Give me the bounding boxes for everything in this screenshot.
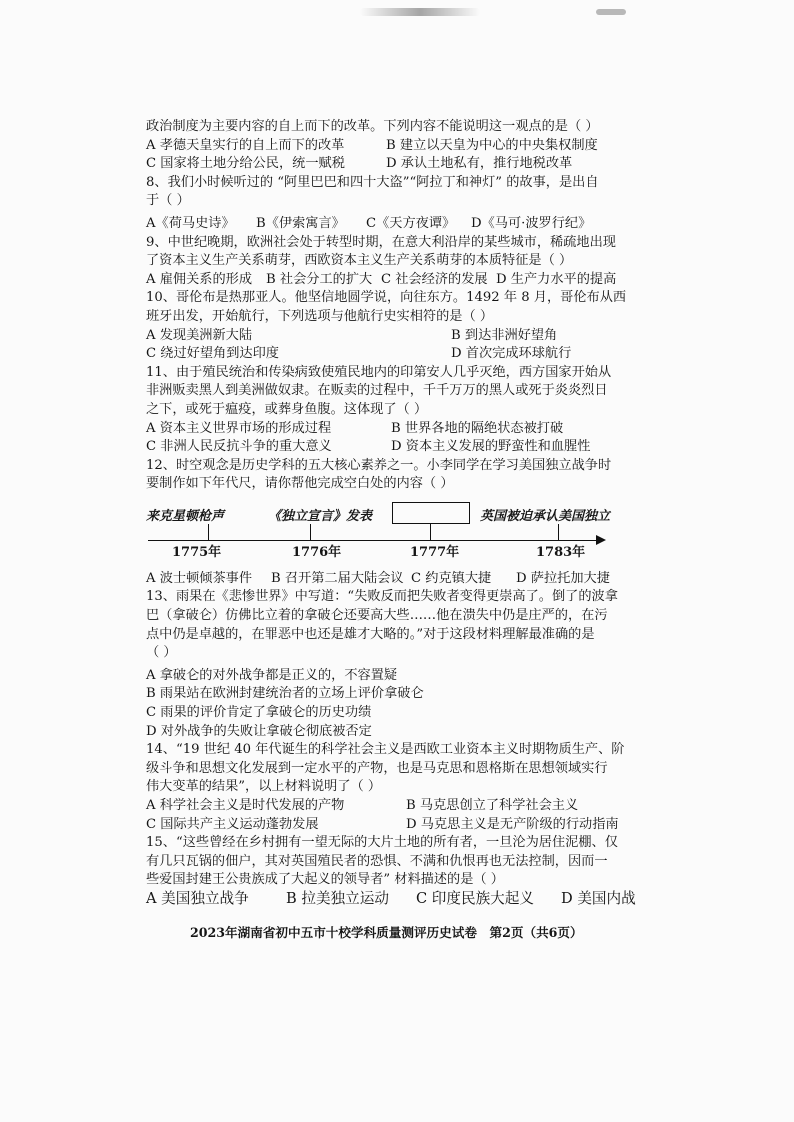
question-stem: 政治制度为主要内容的自上而下的改革。下列内容不能说明这一观点的是（ ） bbox=[146, 119, 599, 134]
option-c: C 国际共产主义运动蓬勃发展 bbox=[146, 816, 319, 832]
question-stem: 15、“这些曾经在乡村拥有一望无际的大片土地的所有者，一旦沦为居住泥棚、仅 bbox=[146, 835, 618, 851]
question-stem: 级斗争和思想文化发展到一定水平的产物，也是马克思和恩格斯在思想领域实行 bbox=[146, 760, 608, 776]
option-c: C 社会经济的发展 bbox=[381, 271, 488, 287]
option-b: B 到达非洲好望角 bbox=[451, 327, 558, 343]
timeline-tick bbox=[310, 524, 311, 540]
option-c: C 雨果的评价肯定了拿破仑的历史功绩 bbox=[146, 705, 372, 721]
timeline-arrow-icon bbox=[596, 535, 606, 545]
timeline-axis bbox=[148, 540, 600, 541]
option-row bbox=[146, 797, 646, 816]
option-b: B 雨果站在欧洲封建统治者的立场上评价拿破仑 bbox=[146, 686, 424, 702]
timeline-year-3: 1777年 bbox=[410, 544, 460, 560]
option-row bbox=[146, 438, 646, 457]
timeline-blank-box bbox=[392, 502, 470, 524]
question-stem: 伟大变革的结果”，以上材料说明了（ ） bbox=[146, 779, 382, 795]
question-stem: 非洲贩卖黑人到美洲做奴隶。在贩卖的过程中，千千万万的黑人或死于炎炎烈日 bbox=[146, 383, 608, 399]
option-a: A 孝德天皇实行的自上而下的改革 bbox=[146, 137, 345, 153]
option-d: D 美国内战 bbox=[561, 889, 636, 907]
question-stem: 于（ ） bbox=[146, 193, 190, 209]
option-b: B 世界各地的隔绝状态被打破 bbox=[391, 420, 564, 436]
option-d: D 生产力水平的提高 bbox=[496, 271, 617, 287]
question-stem: 之下，或死于瘟疫，或葬身鱼腹。这体现了（ ） bbox=[146, 401, 428, 417]
question-stem: 了资本主义生产关系萌芽，西欧资本主义生产关系萌芽的本质特征是（ ） bbox=[146, 253, 573, 269]
history-timeline bbox=[146, 500, 646, 566]
option-row bbox=[146, 420, 646, 439]
question-stem: （ ） bbox=[146, 645, 177, 661]
option-row bbox=[146, 215, 646, 234]
option-a: A 雇佣关系的形成 bbox=[146, 271, 253, 287]
timeline-year-4: 1783年 bbox=[536, 544, 586, 560]
option-b: B 拉美独立运动 bbox=[286, 889, 389, 907]
question-stem: 巴（拿破仑）仿佛比立着的拿破仑还要高大些……他在溃失中仍是庄严的，在污 bbox=[146, 608, 608, 624]
option-c: C 约克镇大捷 bbox=[411, 570, 492, 586]
question-stem: 14、“19 世纪 40 年代诞生的科学社会主义是西欧工业资本主义时期物质生产、阶 bbox=[146, 742, 625, 758]
option-row bbox=[146, 816, 646, 835]
option-row bbox=[146, 271, 646, 290]
question-13 bbox=[146, 588, 646, 741]
option-a: A 美国独立战争 bbox=[146, 889, 249, 907]
question-stem: 班牙出发，开始航行，下列选项与他航行史实相符的是（ ） bbox=[146, 308, 494, 324]
option-a: A 科学社会主义是时代发展的产物 bbox=[146, 798, 345, 813]
question-7 bbox=[146, 118, 646, 174]
question-stem: 点中仍是卓越的，在罪恶中也还是雄才大略的。”对于这段材料理解最准确的是 bbox=[146, 626, 595, 642]
timeline-tick bbox=[208, 524, 209, 540]
timeline-event-2: 《独立宣言》发表 bbox=[268, 508, 373, 524]
option-d: D 马克思主义是无产阶级的行动指南 bbox=[406, 816, 619, 832]
question-stem: 要制作如下年代尺，请你帮他完成空白处的内容（ ） bbox=[146, 476, 454, 492]
option-b: B《伊索寓言》 bbox=[256, 215, 345, 231]
option-d: D 资本主义发展的野蛮性和血腥性 bbox=[391, 439, 591, 455]
question-9 bbox=[146, 234, 646, 290]
timeline-tick bbox=[558, 524, 559, 540]
option-b: B 马克思创立了科学社会主义 bbox=[406, 798, 579, 813]
option-b: B 建立以天皇为中心的中央集权制度 bbox=[386, 137, 598, 153]
option-c: C 印度民族大起义 bbox=[416, 889, 534, 907]
option-c: C 绕过好望角到达印度 bbox=[146, 346, 279, 362]
option-row bbox=[146, 137, 646, 156]
option-d: D 对外战争的失败让拿破仑彻底被否定 bbox=[146, 723, 372, 739]
option-c: C 非洲人民反抗斗争的重大意义 bbox=[146, 439, 332, 455]
option-d: D 萨拉托加大捷 bbox=[516, 570, 610, 586]
option-a: A《荷马史诗》 bbox=[146, 215, 235, 231]
option-d: D 承认土地私有，推行地税改革 bbox=[386, 156, 573, 172]
timeline-event-4: 英国被迫承认美国独立 bbox=[480, 508, 611, 524]
question-stem: 13、雨果在《悲惨世界》中写道：“失败反而把失败者变得更崇高了。倒了的波拿 bbox=[146, 589, 618, 605]
question-8 bbox=[146, 174, 646, 234]
option-c: C 国家将土地分给公民，统一赋税 bbox=[146, 156, 345, 172]
question-stem: 些爱国封建王公贵族成了大起义的领导者” 材料描述的是（ ） bbox=[146, 872, 504, 888]
option-b: B 召开第二届大陆会议 bbox=[271, 570, 404, 586]
option-c: C《天方夜谭》 bbox=[366, 215, 456, 231]
option-a: A 发现美洲新大陆 bbox=[146, 327, 253, 343]
question-stem: 12、时空观念是历史学科的五大核心素养之一。小李同学在学习美国独立战争时 bbox=[146, 457, 612, 473]
option-b: B 社会分工的扩大 bbox=[266, 271, 373, 287]
page-footer: 2023年湖南省初中五市十校学科质量测评历史试卷 第2页（共6页） bbox=[190, 925, 583, 940]
question-14 bbox=[146, 741, 646, 834]
option-a: A 波士顿倾茶事件 bbox=[146, 570, 253, 586]
question-15 bbox=[146, 834, 646, 908]
question-12 bbox=[146, 457, 646, 589]
option-d: D 首次完成环球航行 bbox=[451, 346, 572, 362]
scan-artifact bbox=[596, 9, 626, 15]
option-d: D《马可·波罗行纪》 bbox=[471, 215, 592, 231]
question-stem: 有几只瓦锅的佃户，其对英国殖民者的恐惧、不满和仇恨再也无法控制，因而一 bbox=[146, 853, 608, 869]
scan-artifact bbox=[360, 8, 480, 16]
question-stem: 10、哥伦布是热那亚人。他坚信地圆学说，向往东方。1492 年 8 月，哥伦布从西 bbox=[146, 290, 627, 306]
option-a: A 拿破仑的对外战争都是正义的，不容置疑 bbox=[146, 667, 398, 683]
option-row bbox=[146, 570, 646, 589]
exam-page-content bbox=[146, 118, 646, 909]
question-stem: 11、由于殖民统治和传染病致使殖民地内的印第安人几乎灭绝，西方国家开始从 bbox=[146, 364, 612, 380]
timeline-year-1: 1775年 bbox=[172, 544, 222, 560]
option-a: A 资本主义世界市场的形成过程 bbox=[146, 420, 332, 436]
question-10 bbox=[146, 289, 646, 363]
question-11 bbox=[146, 364, 646, 457]
timeline-tick bbox=[430, 524, 431, 540]
timeline-event-1: 来克星顿枪声 bbox=[146, 508, 225, 524]
timeline-year-2: 1776年 bbox=[292, 544, 342, 560]
option-row bbox=[146, 327, 646, 346]
option-row bbox=[146, 890, 646, 909]
option-row bbox=[146, 155, 646, 174]
question-stem: 8、我们小时候听过的 “阿里巴巴和四十大盗”“阿拉丁和神灯” 的故事，是出自 bbox=[146, 174, 599, 190]
option-row bbox=[146, 345, 646, 364]
question-stem: 9、中世纪晚期，欧洲社会处于转型时期，在意大利沿岸的某些城市，稀疏地出现 bbox=[146, 234, 616, 250]
